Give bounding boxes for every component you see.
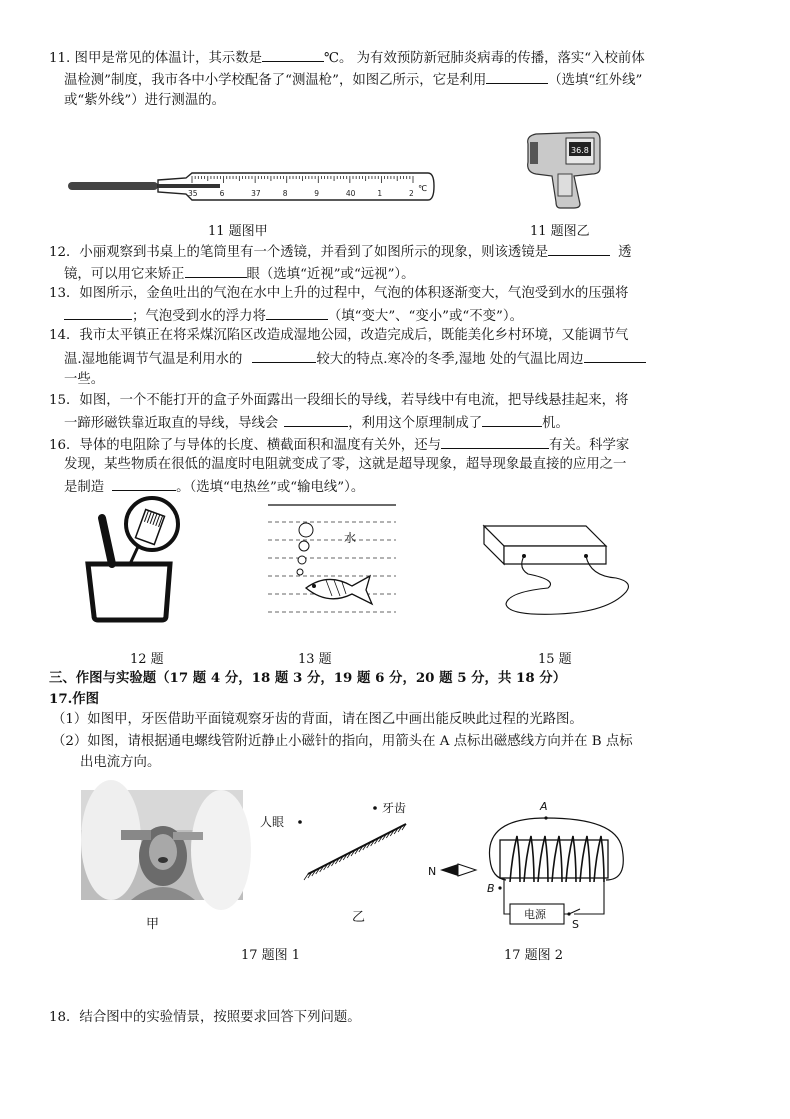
fig-caption-15: 15 题 [538,652,572,667]
water-label: 水 [344,531,357,545]
thermo-tick-label: 6 [219,189,225,198]
mirror-diagram [256,800,426,900]
q16-line-3: 是制造 。（选填“电热丝”或“输电线”）。 [64,476,364,498]
q13-line-2: ；气泡受到水的浮力将 （填“变大”、“变小”或“不变”）。 [64,305,523,327]
solenoid-circuit-figure [428,796,628,931]
q17-part-2-line-2: 出电流方向。 [80,755,161,770]
q16-line-1: 16．导体的电阻除了与导体的长度、横截面积和温度有关外，还与 有关。科学家 [49,434,629,456]
thermo-tick-label: 1 [377,189,383,198]
q17-title: 17.作图 [49,691,100,707]
temperature-gun-figure [522,130,602,208]
q14-blank-property[interactable] [252,348,316,363]
q14-line-2: 温.湿地能调节气温是利用水的 较大的特点.寒冷的冬季,湿地 处的气温比周边 [64,348,646,370]
thermo-tick-label: 35 [188,189,198,198]
needle-n-label: N [428,865,437,878]
q14-blank-compare[interactable] [584,348,646,363]
dentist-photo [81,790,243,900]
q15-line-2: 一蹄形磁铁靠近取直的导线，导线会 ，利用这个原理制成了 机。 [64,412,569,434]
q16-blank-factor[interactable] [441,434,549,449]
q12-line-1: 12．小丽观察到书桌上的笔筒里有一个透镜，并看到了如图所示的现象，则该透镜是 透 [49,241,632,263]
fig-caption-12: 12 题 [130,652,164,667]
q11-line-2: 温检测”制度，我市各中小学校配备了“测温枪”，如图乙所示，它是利用 （选填“红外线” [64,69,642,91]
power-source-label: 电源 [524,908,546,921]
q14-line-1: 14．我市太平镇正在将采煤沉陷区改造成湿地公园，改造完成后，既能美化乡村环境，又能调节气 [49,328,629,343]
q14-line-3: 一些。 [64,372,105,387]
thermo-tick-label: 40 [345,189,356,198]
thermo-tick-label: 2 [409,189,414,198]
fig1-label-yi: 乙 [352,910,366,925]
q18-line-1: 18．结合图中的实验情景，按照要求回答下列问题。 [49,1010,361,1025]
section-3-title: 三、作图与实验题（17 题 4 分，18 题 3 分，19 题 6 分，20 题 5 分，共 18 分） [49,670,567,686]
fig2-caption: 17 题图 2 [504,948,564,963]
box-wire-figure [478,522,634,618]
fig1-caption: 17 题图 1 [241,948,301,963]
thermo-unit: ℃ [418,184,427,193]
switch-s-label: S [572,918,579,931]
fig-caption-13: 13 题 [298,652,332,667]
q17-part-2-line-1: （2）如图，请根据通电螺线管附近静止小磁针的指向，用箭头在 A 点标出磁感线方向并在 B 点标 [52,734,633,749]
q17-part-1: （1）如图甲，牙医借助平面镜观察牙齿的背面，请在图乙中画出能反映此过程的光路图。 [52,712,583,727]
q11-caption-b: 11 题图乙 [530,224,590,239]
q11-line-1: 11. 图甲是常见的体温计，其示数是 ℃。 为有效预防新冠肺炎病毒的传播，落实“入校前体 [49,47,645,69]
q15-blank-machine[interactable] [482,412,542,427]
tooth-label: 牙齿 [382,801,407,815]
thermo-tick-label: 9 [314,189,320,198]
q12-blank-lens[interactable] [548,241,610,256]
q15-line-1: 15．如图，一个不能打开的盒子外面露出一段细长的导线，若导线中有电流，把导线悬挂起来，将 [49,393,629,408]
q11-blank-temp[interactable] [262,47,324,62]
q13-line-1: 13．如图所示，金鱼吐出的气泡在水中上升的过程中，气泡的体积逐渐变大，气泡受到水的压强将 [49,286,629,301]
q12-line-2: 镜，可以用它来矫正 眼（选填“近视”或“远视”）。 [64,263,415,285]
point-b-label: B [487,882,495,895]
fish-bubbles-figure [268,500,398,620]
eye-label: 人眼 [260,815,285,829]
q13-blank-pressure[interactable] [64,305,132,320]
q12-blank-eye[interactable] [185,263,247,278]
fig1-label-jia: 甲 [146,917,160,932]
q11-blank-ray[interactable] [486,69,548,84]
q13-blank-buoyancy[interactable] [266,305,328,320]
q16-line-2: 发现，某些物质在很低的温度时电阻就变成了零，这就是超导现象，超导现象最直接的应用之一 [64,457,627,472]
q11-caption-a: 11 题图甲 [208,224,268,239]
thermo-tick-label: 8 [282,189,288,198]
pen-holder-lens-figure [80,498,190,622]
thermometer-figure [68,170,434,204]
gun-display-reading: 36.8 [571,146,589,155]
thermo-tick-label: 37 [251,189,261,198]
q16-blank-application[interactable] [112,476,176,491]
q15-blank-motion[interactable] [284,412,348,427]
point-a-label: A [540,800,548,813]
q11-line-3: 或“紫外线”）进行测温的。 [64,93,225,108]
